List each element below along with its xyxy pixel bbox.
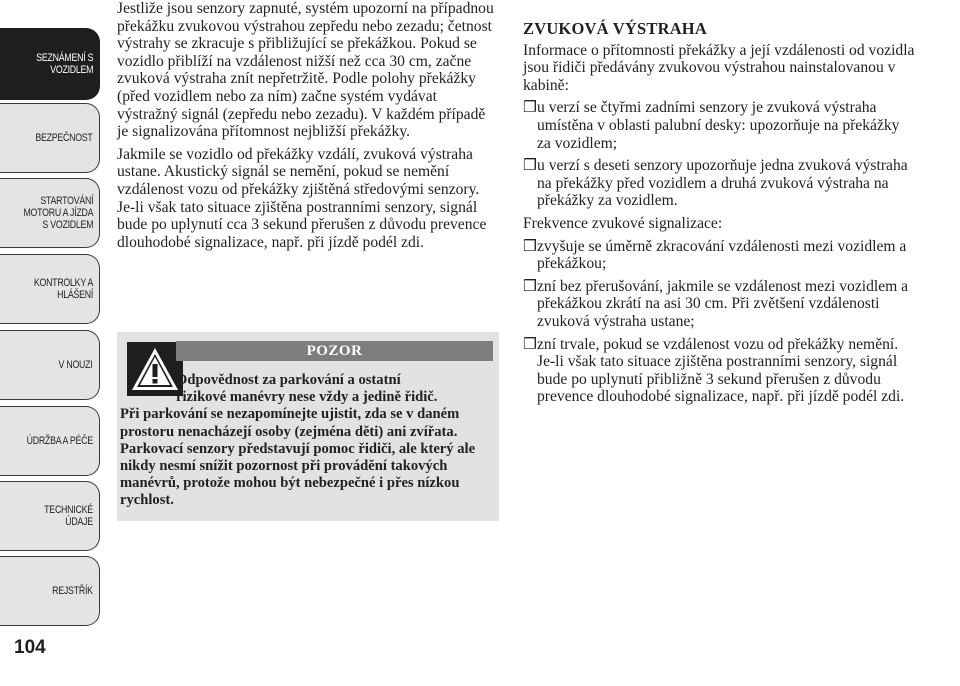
- list-item-text: u verzí se čtyřmi zadními senzory je zvuková výstraha umístěna v oblasti palubní desky: upozorňuje na překážky za vozidlem;: [537, 99, 900, 152]
- sidebar-tab-label: REJSTŘÍK: [52, 585, 93, 597]
- paragraph: Jestliže jsou senzory zapnuté, systém upozorní na případnou překážku zvukovou výstrahou zepředu nebo zezadu; četnost výstrahy se zkracuje s přibližující se překážkou. Pokud se vozidlo přiblíží na vzdálenost nižší než cca 30 cm, začne zvuková výstraha znít nepřetržitě. Podle polohy překážky (před vozidlem nebo za ním) začne systém vydávat výstražný signál (zepředu nebo zezadu). V každém případě je signalizována přítomnost nejbližší překážky.: [117, 0, 494, 141]
- sidebar-tab-label: KONTROLKY A HLÁŠENÍ: [33, 277, 93, 301]
- section-heading: ZVUKOVÁ VÝSTRAHA: [523, 19, 707, 38]
- bullet-icon: ❒: [523, 335, 537, 353]
- warning-text: [117, 372, 499, 510]
- bullet-icon: ❒: [523, 277, 537, 295]
- sidebar-tab-rejstrik[interactable]: [0, 556, 100, 626]
- sidebar-tab-label: TECHNICKÉ ÚDAJE: [44, 504, 93, 528]
- bullet-icon: ❒: [523, 157, 537, 175]
- warning-line: rizikové manévry nese vždy a jedině řidič.: [176, 389, 438, 406]
- list-item-text: zní bez přerušování, jakmile se vzdálenost mezi vozidlem a překážkou zkrátí na asi 30 cm. Při zvětšení vzdálenosti zvuková výstraha ustane;: [537, 277, 909, 330]
- list-item: [523, 99, 915, 152]
- list-item: [523, 157, 915, 210]
- sidebar-tab-label: STARTOVÁNÍ MOTORU A JÍZDA S VOZIDLEM: [23, 195, 93, 231]
- bullet-icon: ❒: [523, 237, 537, 255]
- sidebar-tab-label: SEZNÁMENÍ S VOZIDLEM: [35, 52, 93, 76]
- sidebar-tab-label: V NOUZI: [58, 359, 93, 371]
- bullet-icon: ❒: [523, 99, 537, 117]
- left-column: [117, 0, 499, 256]
- sidebar-tab-kontrolky[interactable]: [0, 254, 100, 324]
- warning-line: Odpovědnost za parkování a ostatní: [176, 372, 401, 388]
- warning-body: Při parkování se nezapomínejte ujistit, zda se v daném prostoru nenacházejí osoby (zejména děti) ani zvířata. Parkovací senzory představují pomoc řidiči, ale který ale nikdy nesmí snížit pozornost při provádění takových manévrů, protože mohou být nebezpečné i přes nízkou rychlost.: [120, 406, 476, 509]
- sidebar-tab-bezpecnost[interactable]: [0, 103, 100, 173]
- list-item-text: zvyšuje se úměrně zkracování vzdálenosti mezi vozidlem a překážkou;: [537, 237, 907, 273]
- warning-box: [117, 332, 499, 521]
- list-item-text: u verzí s deseti senzory upozorňuje jedna zvuková výstraha na překážky před vozidlem a druhá zvuková výstraha na překážky za vozidlem.: [537, 157, 908, 210]
- paragraph: Jakmile se vozidlo od překážky vzdálí, zvuková výstraha ustane. Akustický signál se nemění, pokud se nemění vzdálenost vozu od překážky zjištěná středovými senzory. Je-li však tato situace zjištěna postranními senzory, signál bude po uplynutí cca 3 sekund přerušen z důvodu prevence dlouhodobé signalizace, např. při jízdě podél zdi.: [117, 145, 487, 251]
- sidebar-tab-label: ÚDRŽBA A PÉČE: [26, 435, 93, 447]
- list-item: [523, 278, 915, 331]
- list-item: [523, 336, 915, 406]
- sidebar-tab-startovani[interactable]: [0, 178, 100, 248]
- list-item-text: zní trvale, pokud se vzdálenost vozu od překážky nemění. Je-li však tato situace zjištěna postranními senzory, signál bude po uplynutí přibližně 3 sekund přerušen z důvodu prevence dlouhodobé signalizace, např. při jízdě podél zdi.: [537, 335, 905, 406]
- sidebar-tab-udrzba[interactable]: [0, 406, 100, 476]
- sidebar-tab-label: BEZPEČNOST: [35, 132, 93, 144]
- paragraph: Frekvence zvukové signalizace:: [523, 214, 723, 232]
- sidebar-tab-seznameni[interactable]: [0, 28, 100, 100]
- sidebar-tab-v-nouzi[interactable]: [0, 330, 100, 400]
- page-number: 104: [14, 637, 46, 658]
- paragraph: Informace o přítomnosti překážky a její vzdálenosti od vozidla jsou řidiči předávány zvukovou výstrahou nainstalovanou v kabině:: [523, 41, 915, 94]
- warning-title: POZOR: [176, 341, 493, 361]
- sidebar-tab-technicke[interactable]: [0, 481, 100, 551]
- right-column: [523, 0, 915, 411]
- list-item: [523, 238, 915, 273]
